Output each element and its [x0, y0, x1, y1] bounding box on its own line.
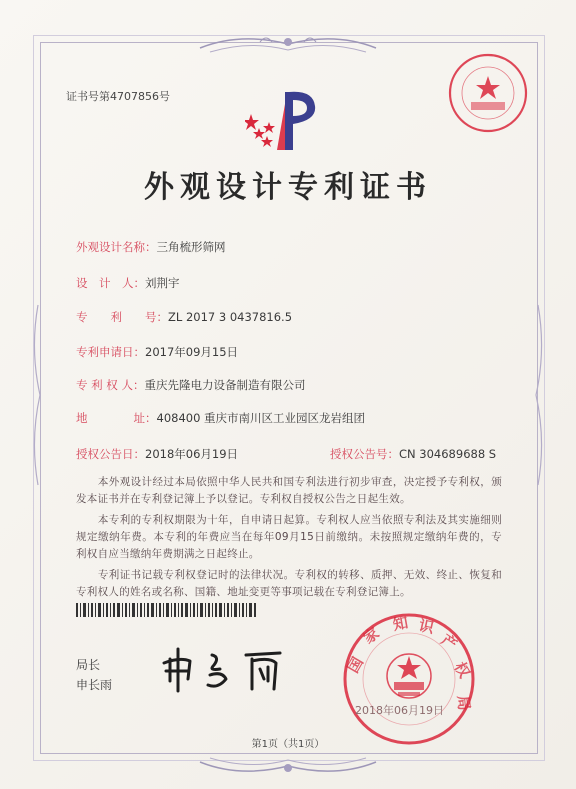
- cnipa-logo: [245, 84, 325, 154]
- paragraph-term: 本专利的专利权期限为十年，自申请日起算。专利权人应当依照专利法及其实施细则规定缴纳年费。本专利的年费应当在每年09月15日前缴纳。未按照规定缴纳年费的，专利权自应当缴纳年费期满之日起终止。: [76, 514, 502, 560]
- designer-value: 刘荆宇: [145, 276, 180, 290]
- address-value: 408400 重庆市南川区工业园区龙岩组团: [156, 411, 366, 425]
- paragraph-grant: 本外观设计经过本局依照中华人民共和国专利法进行初步审查，决定授予专利权，颁发本证书并在专利登记簿上予以登记。专利权自授权公告之日起生效。: [76, 476, 502, 505]
- patent-number-row: [76, 309, 292, 325]
- design-name-row: [76, 239, 226, 255]
- bottom-ornament: [190, 750, 386, 780]
- svg-text:国: 国: [343, 653, 367, 676]
- svg-text:知: 知: [391, 613, 410, 634]
- address-row: [76, 410, 365, 426]
- cnipa-seal: [342, 612, 476, 746]
- filing-date-label: 专利申请日：: [76, 345, 145, 359]
- filing-date-value: 2017年09月15日: [145, 345, 239, 359]
- barcode: [76, 603, 256, 617]
- svg-text:产: 产: [437, 630, 461, 654]
- grant-number-label: 授权公告号：: [330, 447, 399, 461]
- patentee-row: [76, 377, 305, 393]
- grant-date-row: [76, 446, 238, 462]
- grant-number-value: CN 304689688 S: [399, 447, 497, 461]
- patentee-value: 重庆先隆电力设备制造有限公司: [144, 378, 306, 392]
- director-title: 局长: [76, 658, 101, 672]
- top-ornament: [190, 30, 386, 60]
- seal-date: 2018年06月19日: [355, 704, 444, 717]
- page-number: 第1页（共1页）: [251, 739, 325, 750]
- svg-text:权: 权: [450, 659, 474, 682]
- designer-row: [76, 275, 180, 291]
- designer-label: 设 计 人：: [76, 276, 145, 290]
- grant-date-value: 2018年06月19日: [145, 447, 239, 461]
- certificate-title: 外观设计专利证书: [144, 170, 432, 205]
- svg-text:家: 家: [359, 623, 383, 648]
- patent-number-label: 专 利 号：: [76, 310, 168, 324]
- design-name-label: 外观设计名称：: [76, 240, 157, 254]
- director-name: 申长雨: [76, 678, 113, 692]
- patentee-label: 专 利 权 人：: [76, 378, 145, 392]
- right-ornament: [528, 300, 548, 490]
- address-label: 地 址：: [76, 411, 157, 425]
- svg-text:局: 局: [454, 694, 474, 712]
- grant-number-row: [330, 446, 496, 462]
- filing-date-row: [76, 344, 238, 360]
- grant-date-label: 授权公告日：: [76, 447, 145, 461]
- agency-stamp: [447, 52, 529, 134]
- certificate-number: 证书号第4707856号: [66, 90, 170, 103]
- left-ornament: [28, 300, 48, 490]
- patent-number-value: ZL 2017 3 0437816.5: [168, 310, 293, 324]
- svg-text:识: 识: [417, 616, 436, 638]
- paragraph-register: 专利证书记载专利权登记时的法律状况。专利权的转移、质押、无效、终止、恢复和专利权人的姓名或名称、国籍、地址变更等事项记载在专利登记簿上。: [76, 569, 502, 598]
- director-signature: [160, 645, 300, 695]
- design-name-value: 三角梳形筛网: [156, 240, 226, 254]
